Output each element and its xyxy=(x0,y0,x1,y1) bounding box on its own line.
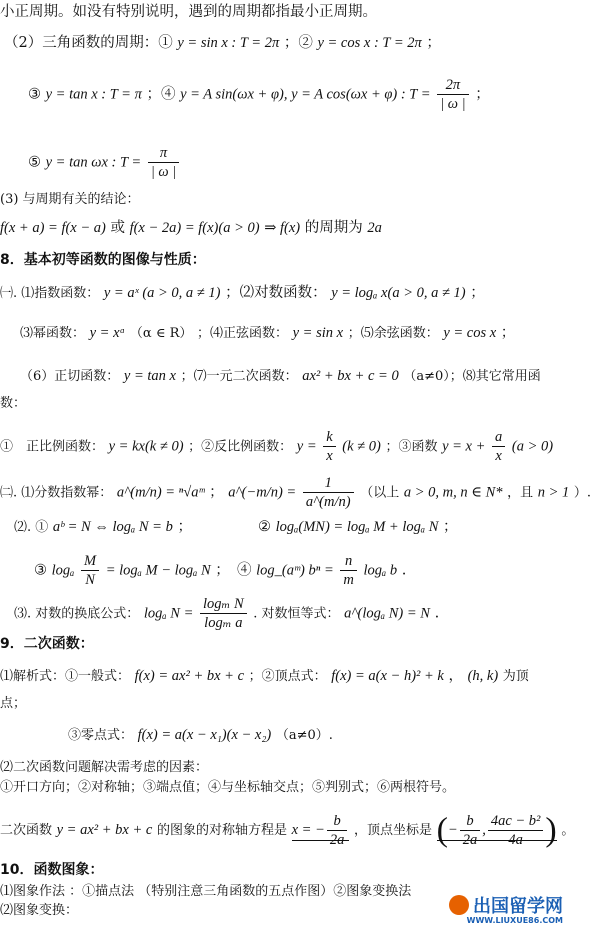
formula: y = aˣ (a > 0, a ≠ 1) xyxy=(103,285,221,301)
text: ⑴解析式：①一般式： xyxy=(0,669,131,684)
line-factors-list xyxy=(0,778,455,798)
line-period-formula xyxy=(0,218,382,238)
text: ⑶幂函数： xyxy=(20,326,86,341)
fraction: $\frac{\pi}{| \omega |}$ xyxy=(148,144,179,181)
line-log-rules-1 xyxy=(14,517,192,538)
fraction: $\frac{k}{x}$ xyxy=(323,428,335,465)
line-exp-log xyxy=(0,283,485,304)
text: 为顶 xyxy=(502,669,529,684)
section-heading-9: 9．二次函数： xyxy=(0,636,94,652)
formula: (h, k) xyxy=(467,668,499,684)
formula: log_(aᵐ) bⁿ = xyxy=(256,562,334,579)
formula: f(x) = a(x − h)² + k xyxy=(331,668,444,684)
text: ② xyxy=(258,519,271,535)
line-power-sin-cos xyxy=(20,323,515,344)
formula: f(x) = a(x − x₁)(x − x₂) xyxy=(137,727,272,743)
formula: (a > 0) xyxy=(511,438,554,455)
formula: y = logₐ x(a > 0, a ≠ 1) xyxy=(331,285,466,301)
formula: a > 0, m, n ∈ N* xyxy=(403,484,503,501)
line-tan-period xyxy=(28,76,490,113)
text: ；③函数 xyxy=(385,439,438,455)
formula: ax² + bx + c = 0 xyxy=(302,368,399,384)
line-period-conclusion xyxy=(0,190,140,210)
formula: logₐ N = xyxy=(143,605,194,622)
text: ；⑸余弦函数： xyxy=(347,326,439,341)
formula: y = sin x xyxy=(292,325,344,341)
text: ， xyxy=(448,668,463,684)
text: ；④ xyxy=(146,86,176,103)
text: . 对数恒等式： xyxy=(253,606,340,622)
vertex-formula: (− $\frac{b}{2a}$ , $\frac{\text{4ac − b²}}{4a}$ ) xyxy=(436,811,557,849)
text: ① 正比例函数： xyxy=(0,439,105,455)
text: ㈡. ⑴分数指数幂： xyxy=(0,485,113,501)
text: ； xyxy=(500,325,516,341)
text: ； xyxy=(426,35,441,51)
text: ⑵二次函数问题解决需考虑的因素： xyxy=(0,760,209,775)
line-graph-transform xyxy=(0,901,78,921)
line-trig-periods xyxy=(4,33,441,53)
formula: y = xᵅ xyxy=(89,325,126,341)
text: ； xyxy=(470,285,485,301)
line-zero-form xyxy=(68,725,333,746)
line-tan-omega xyxy=(28,144,181,181)
text: （2）三角函数的周期：① xyxy=(4,35,173,51)
line-graph-methods xyxy=(0,882,411,902)
line-quadratic-forms xyxy=(0,666,529,687)
line-log-rules-3 xyxy=(34,552,406,589)
formula: f(x − 2a) = f(x)(a > 0) xyxy=(129,220,260,236)
text: ； xyxy=(177,519,192,535)
section-heading-8: 8．基本初等函数的图像与性质： xyxy=(0,252,206,268)
formula: aᵇ = N ⇔ logₐ N = b xyxy=(52,519,173,535)
formula: y = tan ωx : T = xyxy=(45,154,142,171)
fraction: $\frac{1}{a\^{}(m/n)}$ xyxy=(303,474,354,511)
text: ⑵. ① xyxy=(14,520,49,535)
formula: y = kx(k ≠ 0) xyxy=(108,438,184,455)
formula: y = cos x xyxy=(443,325,497,341)
text: ③ xyxy=(28,86,41,103)
formula: y = xyxy=(296,438,317,455)
text: （6）正切函数： xyxy=(20,369,120,384)
text: 二次函数 xyxy=(0,822,53,838)
formula: 2a xyxy=(367,220,382,236)
line-change-of-base xyxy=(14,595,439,632)
formula: y = cos x : T = 2π xyxy=(317,35,422,51)
formula: a^(−m/n) = xyxy=(228,484,297,501)
formula: logₐ xyxy=(51,562,75,579)
fraction: $\frac{a}{x}$ xyxy=(492,428,505,465)
formula: ⇒ f(x) xyxy=(264,220,301,236)
text: （a≠0）. xyxy=(275,728,333,743)
text: ⑴图象作法 ：①描点法 （特别注意三角函数的五点作图）②图象变换法 xyxy=(0,884,412,899)
fraction: $\frac{n}{m}$ xyxy=(340,552,356,589)
text: ； ④ xyxy=(215,562,252,579)
formula: (k ≠ 0) xyxy=(342,438,381,455)
text: ；⑵对数函数： xyxy=(225,285,327,301)
text: （α ∈ R） xyxy=(129,326,193,341)
formula: a^(logₐ N) = N xyxy=(344,605,430,622)
formula: y = A sin(ωx + φ), y = A cos(ωx + φ) : T = xyxy=(180,86,431,103)
text: ⑤ xyxy=(28,154,41,171)
text: 小正周期。如没有特别说明，遇到的周期都指最小正周期。 xyxy=(0,4,377,20)
text: ①开口方向；②对称轴；③端点值；④与坐标轴交点；⑤判别式；⑥两根符号。 xyxy=(0,780,456,795)
text: ；②反比例函数： xyxy=(188,439,293,455)
line-continuation xyxy=(0,394,26,414)
formula: logₐ(MN) = logₐ M + logₐ N xyxy=(275,519,439,535)
fraction: $\frac{\text{logₘ N}}{\text{logₘ a}}$ xyxy=(200,595,247,632)
line-proportional xyxy=(0,428,553,465)
line-axis-vertex xyxy=(0,812,574,849)
text: ；⑺一元二次函数： xyxy=(180,369,298,384)
line-log-rules-2 xyxy=(258,517,458,537)
text: 数： xyxy=(0,396,27,411)
text: ；② xyxy=(283,35,313,51)
watermark-text: 出国留学网 xyxy=(473,896,563,917)
formula: y = x + xyxy=(442,438,486,455)
text: ； xyxy=(209,484,224,501)
fraction: $\frac{2\pi}{| \omega |}$ xyxy=(437,76,468,113)
line-tan-quadratic xyxy=(20,366,541,387)
line-period-note xyxy=(0,2,377,22)
section-heading-10: 10．函数图象： xyxy=(0,862,104,878)
text: 。 xyxy=(561,822,575,838)
formula: y = sin x : T = 2π xyxy=(177,35,280,51)
text: （以上 xyxy=(360,485,400,501)
text: ，顶点坐标是 xyxy=(353,822,432,838)
text: 点； xyxy=(0,696,27,711)
watermark-logo xyxy=(449,893,563,925)
line-continuation-2 xyxy=(0,694,26,714)
line-factors-heading xyxy=(0,758,208,778)
formula: n > 1 xyxy=(537,484,570,501)
fraction: $\frac{M}{N}$ xyxy=(81,552,99,589)
formula: y = tan x xyxy=(123,368,176,384)
text: (3) 与周期有关的结论： xyxy=(0,192,140,207)
text: ； xyxy=(475,86,490,103)
text: ； xyxy=(443,519,458,535)
globe-icon xyxy=(449,895,469,915)
text: ③零点式： xyxy=(68,728,134,743)
text: ㈠. ⑴指数函数： xyxy=(0,286,100,301)
text: ⑵图象变换： xyxy=(0,903,79,918)
text: ；⑷正弦函数： xyxy=(197,326,289,341)
text: . xyxy=(434,605,440,622)
text: ③ xyxy=(34,562,47,579)
watermark-url: WWW.LIUXUE86.COM xyxy=(466,916,563,925)
text: 的图象的对称轴方程是 xyxy=(156,822,287,838)
text: ）. xyxy=(573,485,591,501)
formula: = logₐ M − logₐ N xyxy=(105,562,211,579)
text: ；②顶点式： xyxy=(248,669,327,684)
formula: logₐ b xyxy=(363,562,398,579)
formula: y = ax² + bx + c xyxy=(56,821,153,838)
text: （a≠0）；⑻其它常用函 xyxy=(403,369,541,384)
text: 或 xyxy=(110,220,125,236)
text: ，且 xyxy=(507,485,534,501)
formula: f(x) = ax² + bx + c xyxy=(134,668,245,684)
text: 的周期为 xyxy=(304,220,363,236)
text: . xyxy=(401,562,407,579)
axis-formula: x = − $\frac{b}{2a}$ xyxy=(292,822,350,841)
formula: f(x + a) = f(x − a) xyxy=(0,220,106,236)
text: ⑶. 对数的换底公式： xyxy=(14,606,140,622)
formula: y = tan x : T = π xyxy=(45,86,142,103)
formula: a^(m/n) = ⁿ√aᵐ xyxy=(116,484,205,501)
line-fractional-exponent xyxy=(0,474,591,511)
